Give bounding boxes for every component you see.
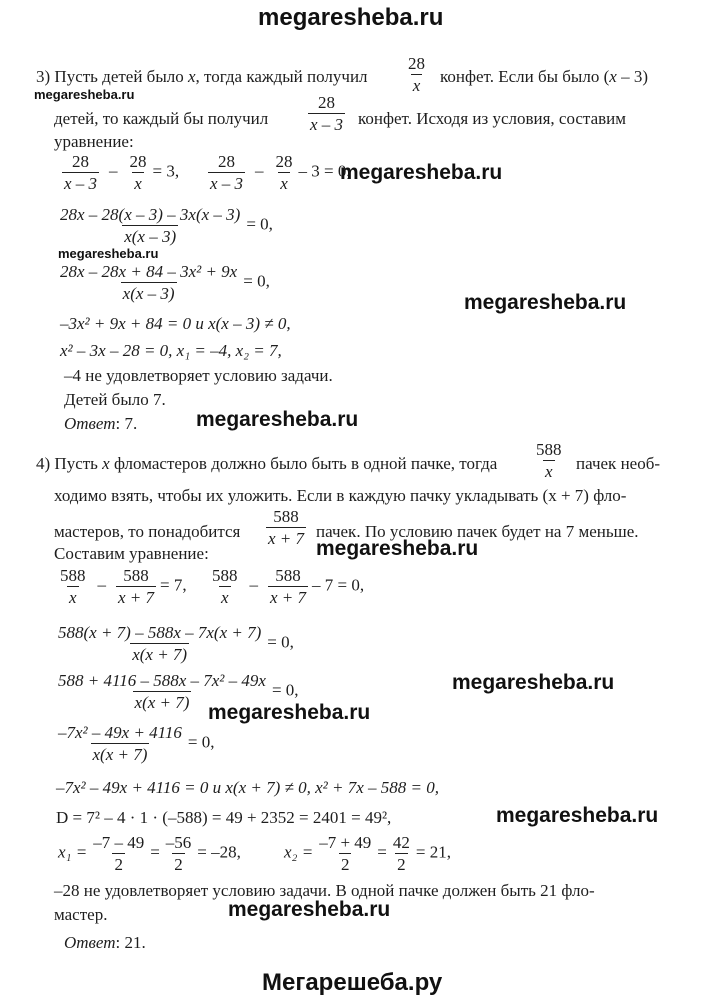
fraction-denominator: x	[134, 173, 142, 193]
fraction-numerator: 28	[408, 54, 425, 73]
p3-answer	[64, 415, 137, 432]
p4-fraction-588-x	[530, 440, 568, 481]
p3-equation-1b: $\frac{28}{x - 3}$ – $\frac{28}{x}$ – 3 = 0,	[210, 152, 351, 193]
equation-rhs: = 21,	[415, 842, 451, 862]
equation-rhs: = 0,	[271, 680, 299, 700]
watermark: megaresheba.ru	[452, 671, 615, 694]
fraction-numerator: 42	[392, 833, 410, 852]
fraction-numerator: 588	[536, 440, 562, 459]
p3-text: конфет. Если бы было (	[440, 67, 610, 86]
fraction-denominator: x	[544, 461, 553, 481]
p3-var: x	[609, 67, 617, 86]
fraction-numerator: 588(x + 7) – 588x – 7x(x + 7)	[58, 623, 262, 642]
equation-rhs: – 3 = 0,	[298, 161, 351, 181]
fraction-numerator: 588	[60, 566, 86, 585]
p3-fraction-28-x-3	[304, 93, 349, 134]
p4-answer	[64, 934, 146, 951]
p3-equation-4: –3x² + 9x + 84 = 0 и x(x – 3) ≠ 0,	[60, 314, 291, 333]
p4-text-2: мастер.	[54, 905, 108, 924]
p3-line-1-end	[440, 68, 648, 85]
fraction-numerator: 588	[273, 507, 299, 526]
fraction-denominator: x(x + 7)	[132, 644, 188, 664]
watermark-small: megaresheba.ru	[34, 87, 135, 102]
p4-equation-7b: x₂ = $\frac{-7 + 49}{2}$ = $\frac{42}{2}$ = 21,	[284, 833, 451, 874]
watermark: megaresheba.ru	[496, 804, 659, 827]
root-label: x₁ =	[58, 842, 88, 862]
header-watermark: megaresheba.ru	[258, 4, 444, 31]
equation-rhs: = 0,	[187, 732, 215, 752]
fraction-denominator: x(x – 3)	[124, 226, 177, 246]
fraction-denominator: x(x + 7)	[134, 692, 190, 712]
root-label: x₂ =	[284, 842, 314, 862]
equation-rhs: = –28,	[197, 842, 241, 862]
equation-rhs: = 7,	[160, 575, 187, 595]
fraction-numerator: –56	[165, 833, 192, 852]
equation-rhs: = 0,	[246, 214, 273, 234]
equation-rhs: = 0,	[243, 271, 270, 291]
p3-text: 3) Пусть детей было	[36, 67, 188, 86]
watermark: megaresheba.ru	[464, 291, 627, 314]
fraction-denominator: x – 3	[64, 173, 98, 193]
p3-var: x	[188, 67, 196, 86]
fraction-denominator: x	[68, 587, 77, 607]
p3-equation-5: x² – 3x – 28 = 0, x₁ = –4, x₂ = 7,	[60, 341, 282, 360]
fraction-denominator: 2	[174, 854, 183, 874]
p4-line-1-end: пачек необ-	[576, 454, 661, 473]
p4-equation-1b: $\frac{588}{x}$ – $\frac{588}{x + 7}$ – 7 = 0,	[212, 566, 365, 607]
fraction-denominator: x + 7	[118, 587, 155, 607]
fraction-numerator: 28x – 28(x – 3) – 3x(x – 3)	[60, 205, 241, 224]
watermark: megaresheba.ru	[340, 161, 503, 184]
fraction-numerator: 28	[275, 152, 293, 171]
fraction-denominator: x + 7	[270, 587, 307, 607]
fraction-numerator: 28x – 28x + 84 – 3x² + 9x	[60, 262, 238, 281]
p3-text-1: –4 не удовлетворяет условию задачи.	[64, 366, 333, 385]
p3-equation-1: $\frac{28}{x - 3}$ – $\frac{28}{x}$ = 3,	[64, 152, 180, 193]
p4-line-4: Составим уравнение:	[54, 544, 209, 563]
p4-equation-2	[56, 623, 294, 664]
fraction-numerator: –7x² – 49x + 4116	[58, 723, 182, 742]
p3-line-2a: детей, то каждый бы получил	[54, 109, 269, 128]
p4-text-1: –28 не удовлетворяет условию задачи. В одной пачке должен быть 21 фло-	[54, 881, 595, 900]
p4-equation-7: x₁ = $\frac{-7 - 49}{2}$ = $\frac{-56}{2}$ = –28,	[58, 833, 241, 874]
fraction-denominator: x	[280, 173, 288, 193]
fraction-denominator: x – 3	[210, 173, 244, 193]
fraction-numerator: 588 + 4116 – 588x – 7x² – 49x	[58, 671, 266, 690]
p4-equation-1: $\frac{588}{x}$ – $\frac{588}{x + 7}$ = 7,	[60, 566, 187, 607]
watermark: megaresheba.ru	[228, 898, 391, 921]
p4-text: 4) Пусть	[36, 454, 103, 473]
fraction-numerator: 28	[318, 93, 336, 112]
p3-text: – 3)	[616, 67, 648, 86]
p3-line-1	[36, 68, 368, 85]
fraction-numerator: 28	[218, 152, 236, 171]
p4-text: фломастеров должно было быть в одной пачке, тогда	[109, 454, 498, 473]
answer-label: Ответ	[64, 933, 116, 952]
fraction-denominator: x + 7	[268, 528, 305, 548]
p3-equation-3	[58, 262, 270, 303]
p4-var: x	[102, 454, 110, 473]
fraction-denominator: x(x – 3)	[122, 283, 175, 303]
fraction-numerator: 588	[123, 566, 149, 585]
fraction-numerator: –7 + 49	[319, 833, 372, 852]
p3-line-3: уравнение:	[54, 132, 134, 151]
equation-rhs: = 3,	[152, 161, 180, 181]
p4-equation-5: –7x² – 49x + 4116 = 0 и x(x + 7) ≠ 0, x² + 7x – 588 = 0,	[56, 778, 439, 797]
fraction-denominator: x	[412, 75, 421, 95]
watermark: megaresheba.ru	[316, 537, 479, 560]
fraction-numerator: 588	[275, 566, 301, 585]
p4-equation-6: D = 7² – 4 · 1 · (–588) = 49 + 2352 = 2401 = 49²,	[56, 808, 392, 827]
p4-fraction-588-x7	[262, 507, 310, 548]
fraction-denominator: x – 3	[310, 114, 344, 134]
p4-line-3a: мастеров, то понадобится	[54, 522, 241, 541]
equation-rhs: – 7 = 0,	[312, 575, 365, 595]
p3-text: , тогда каждый получил	[195, 67, 368, 86]
p4-equation-4	[56, 723, 215, 764]
fraction-denominator: x(x + 7)	[92, 744, 148, 764]
answer-label: Ответ	[64, 414, 116, 433]
fraction-numerator: 28	[129, 152, 147, 171]
fraction-denominator: 2	[397, 854, 406, 874]
watermark: megaresheba.ru	[196, 408, 359, 431]
fraction-numerator: 588	[212, 566, 238, 585]
fraction-numerator: –7 – 49	[93, 833, 145, 852]
p3-text-2: Детей было 7.	[64, 390, 166, 409]
fraction-denominator: x	[220, 587, 229, 607]
p3-fraction-28-x	[402, 54, 431, 95]
answer-value: : 21.	[115, 933, 146, 952]
p3-equation-2	[58, 205, 273, 246]
footer-watermark: Мегарешеба.ру	[262, 969, 443, 996]
fraction-denominator: 2	[340, 854, 350, 874]
watermark-small: megaresheba.ru	[58, 246, 159, 261]
p4-line-1	[36, 455, 497, 472]
answer-value: : 7.	[115, 414, 138, 433]
p4-line-2: ходимо взять, чтобы их уложить. Если в каждую пачку укладывать (x + 7) фло-	[54, 486, 627, 505]
fraction-denominator: 2	[114, 854, 123, 874]
fraction-numerator: 28	[72, 152, 90, 171]
equation-rhs: = 0,	[267, 632, 294, 652]
p4-line-3b: пачек. По условию пачек будет на 7 меньше.	[316, 522, 639, 541]
watermark: megaresheba.ru	[208, 701, 371, 724]
p3-line-2b: конфет. Исходя из условия, составим	[358, 109, 626, 128]
